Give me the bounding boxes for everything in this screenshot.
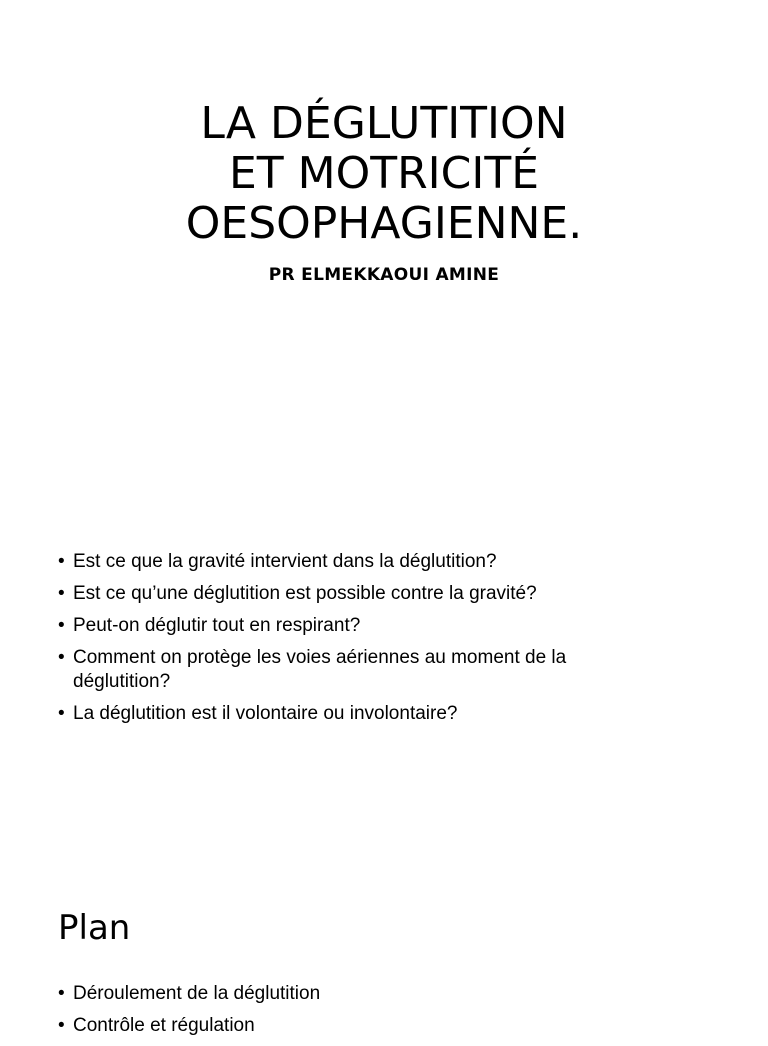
presentation-title [0,99,768,249]
title-line: ET MOTRICITÉ [228,148,540,200]
title-line: LA DÉGLUTITION [200,98,568,150]
list-item: • Comment on protège les voies aériennes au moment de la déglutition? [58,646,618,694]
plan-list [58,982,618,1046]
question-list [58,550,618,734]
list-item: • Est ce qu’une déglutition est possible contre la gravité? [58,582,618,606]
list-item: • Peut-on déglutir tout en respirant? [58,614,618,638]
title-slide [0,0,768,512]
plan-slide [0,896,768,1036]
author-subtitle: PR ELMEKKAOUI AMINE [268,265,500,285]
list-item: • La déglutition est il volontaire ou involontaire? [58,702,618,726]
questions-slide [0,512,768,896]
slide-title: Plan [58,908,131,948]
list-item: • Contrôle et régulation [58,1014,618,1038]
list-item: • Déroulement de la déglutition [58,982,618,1006]
title-line: OESOPHAGIENNE. [185,198,583,250]
list-item: • Est ce que la gravité intervient dans la déglutition? [58,550,618,574]
